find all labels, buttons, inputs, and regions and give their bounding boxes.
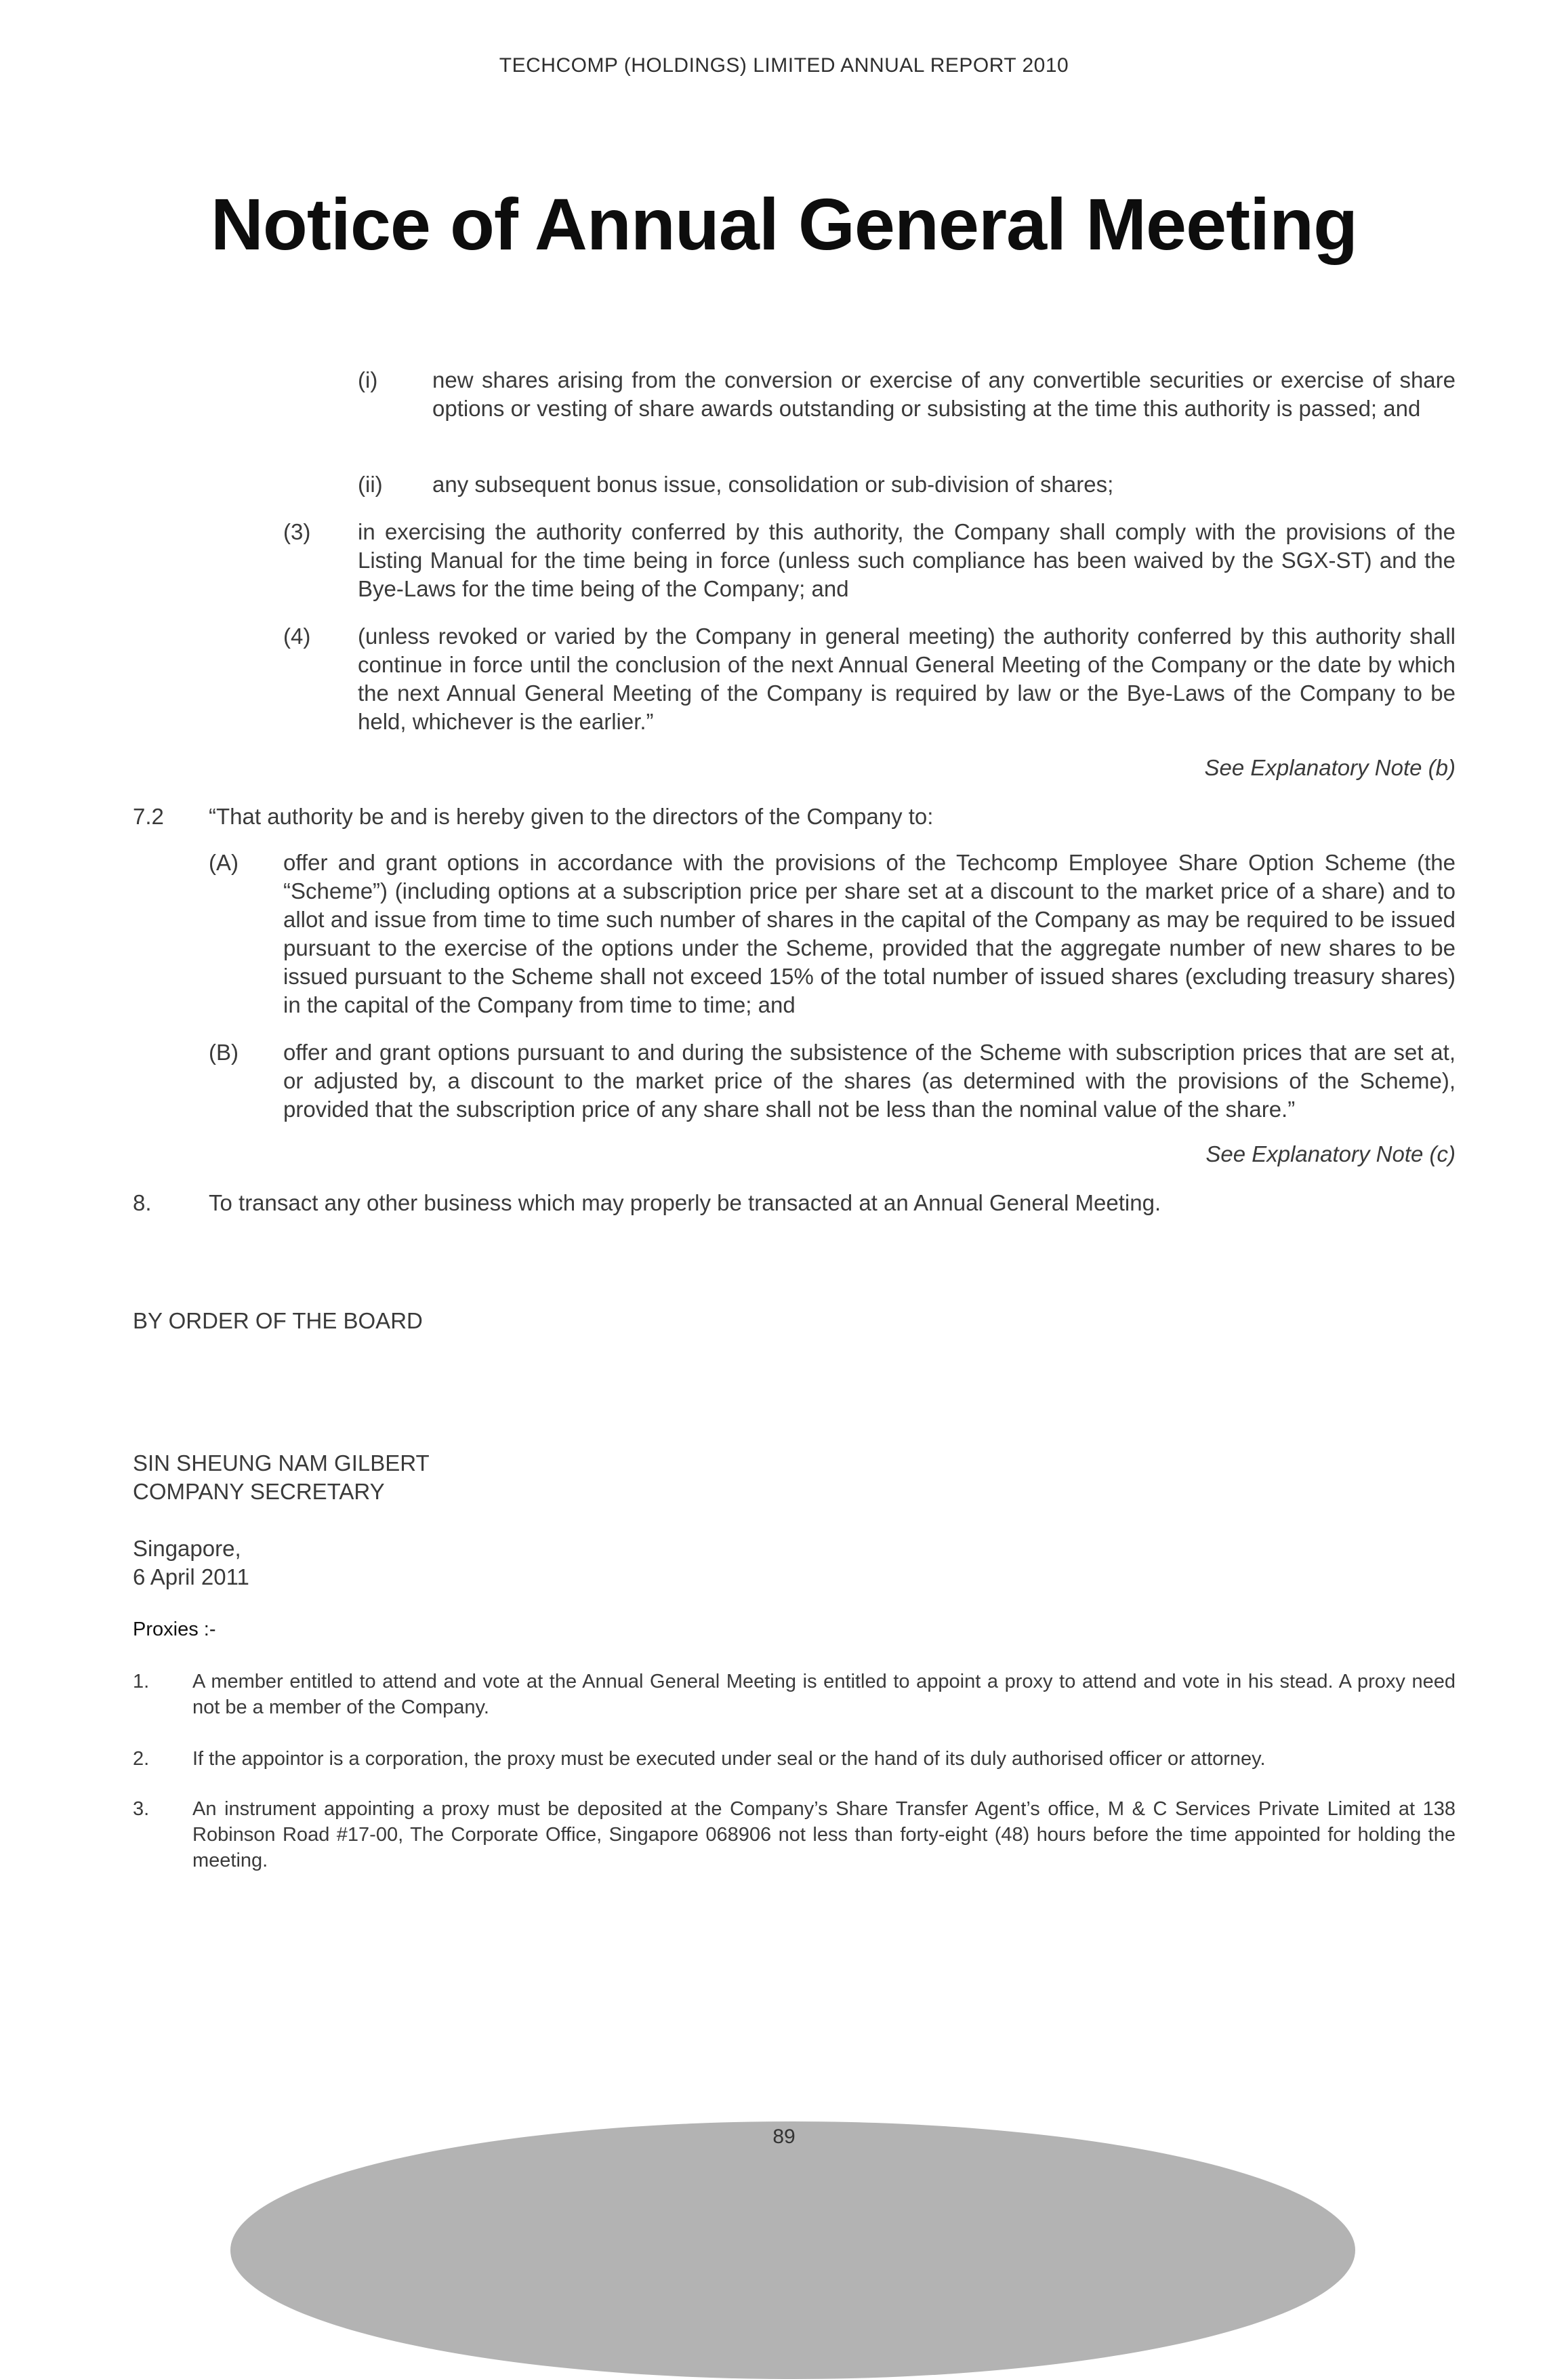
sub-item-i (358, 366, 1456, 423)
proxies-heading: Proxies :- (133, 1619, 216, 1640)
explanatory-note-c: See Explanatory Note (c) (1205, 1141, 1456, 1166)
page-title: Notice of Annual General Meeting (210, 183, 1358, 265)
resolution-item-text: offer and grant options pursuant to and during the subsistence of the Scheme with subscription prices that are set at, or adjusted by, a discount to the market price of the shares (as determined with the provisions of the Scheme), provided that the subscription price of any share shall not be less than the nominal value of the share.” (283, 1040, 1456, 1122)
item-8 (133, 1189, 1456, 1217)
secretary-role: COMPANY SECRETARY (133, 1479, 385, 1504)
place: Singapore, (133, 1536, 241, 1561)
clause-4 (283, 622, 1456, 736)
date: 6 April 2011 (133, 1564, 249, 1589)
resolution-7-2 (133, 802, 1456, 831)
sub-item-ii (358, 470, 1456, 499)
proxy-note-number: 3. (133, 1798, 150, 1820)
proxy-note-number: 1. (133, 1671, 150, 1692)
resolution-item-text: offer and grant options in accordance with the provisions of the Techcomp Employee Share Option Scheme (the “Scheme”) (including options at a subscription price per share set at a discount to the market price of a share) and to allot and issue from time to time such number of shares in the capital of the Company as may be required to be issued pursuant to the exercise of the options under the Scheme, provided that the aggregate number of new shares to be issued pursuant to the Scheme shall not exceed 15% of the total number of issued shares (excluding treasury shares) in the capital of the Company from time to time; and (283, 850, 1456, 1017)
sub-item-text: any subsequent bonus issue, consolidation or sub-division of shares; (432, 472, 1114, 497)
item-text: To transact any other business which may properly be transacted at an Annual General Meeting. (209, 1190, 1161, 1215)
resolution-item-a (209, 849, 1456, 1019)
proxy-note-text: If the appointor is a corporation, the proxy must be executed under seal or the hand of its duly authorised officer or attorney. (192, 1748, 1266, 1770)
proxy-note-3 (133, 1796, 1456, 1873)
proxy-note-text: An instrument appointing a proxy must be deposited at the Company’s Share Transfer Agent’s office, M & C Services Private Limited at 138 Robinson Road #17-00, The Corporate Office, Singapore 068906 not less than forty-eight (48) hours before the time appointed for holding the meeting. (192, 1798, 1456, 1871)
clause-number: (3) (283, 519, 311, 544)
resolution-item-number: (B) (209, 1040, 239, 1065)
clause-text: (unless revoked or varied by the Company in general meeting) the authority conferred by this authority shall continue in force until the conclusion of the next Annual General Meeting of the Company or the date by which the next Annual General Meeting of the Company is required by law or the Bye-Laws of the Company to be held, whichever is the earlier.” (358, 624, 1456, 734)
resolution-number: 7.2 (133, 804, 164, 829)
sub-item-number: (i) (358, 367, 378, 392)
clause-text: in exercising the authority conferred by this authority, the Company shall comply with the provisions of the Listing Manual for the time being in force (unless such compliance has been waived by the SGX-ST) and the Bye-Laws for the time being of the Company; and (358, 519, 1456, 601)
explanatory-note-b: See Explanatory Note (b) (1204, 755, 1456, 780)
by-order-of-board: BY ORDER OF THE BOARD (133, 1308, 423, 1333)
proxy-note-1 (133, 1669, 1456, 1720)
proxy-note-text: A member entitled to attend and vote at the Annual General Meeting is entitled to appoint a proxy to attend and vote in his stead. A proxy need not be a member of the Company. (192, 1671, 1456, 1718)
clause-3 (283, 518, 1456, 603)
footer-band (230, 2121, 1355, 2379)
running-header: TECHCOMP (HOLDINGS) LIMITED ANNUAL REPORT 2010 (499, 54, 1069, 77)
sub-item-text: new shares arising from the conversion or exercise of any convertible securities or exercise of share options or vesting of share awards outstanding or subsisting at the time this authority is passed; and (432, 367, 1456, 421)
item-number: 8. (133, 1190, 152, 1215)
proxy-note-2 (133, 1746, 1456, 1772)
page-number: 89 (772, 2126, 796, 2148)
proxy-note-number: 2. (133, 1748, 150, 1770)
sub-item-number: (ii) (358, 472, 383, 497)
resolution-item-number: (A) (209, 850, 239, 875)
resolution-item-b (209, 1038, 1456, 1124)
secretary-name: SIN SHEUNG NAM GILBERT (133, 1450, 430, 1476)
resolution-intro: “That authority be and is hereby given to the directors of the Company to: (209, 804, 934, 829)
clause-number: (4) (283, 624, 311, 649)
